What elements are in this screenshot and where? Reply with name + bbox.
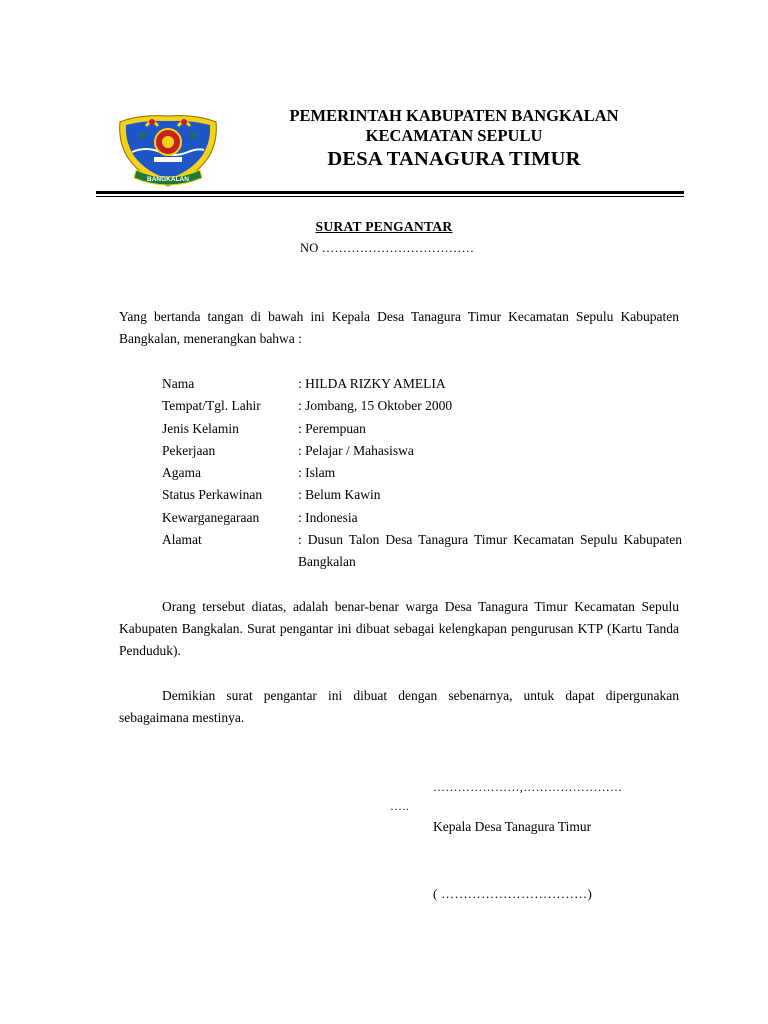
field-row: [162, 507, 682, 529]
field-row: [162, 418, 682, 440]
letter-number: NO ………………………………: [300, 241, 475, 255]
letterhead-district: KECAMATAN SEPULU: [365, 126, 543, 145]
field-label: Agama: [162, 465, 201, 481]
field-row: [162, 462, 682, 484]
field-value: : Dusun Talon Desa Tanagura Timur Kecamatan Sepulu Kabupaten Bangkalan: [298, 532, 682, 570]
signatory-title: Kepala Desa Tanagura Timur: [433, 819, 592, 834]
field-value: : Pelajar / Mahasiswa: [298, 442, 414, 458]
letterhead-government: PEMERINTAH KABUPATEN BANGKALAN: [289, 106, 619, 125]
field-value: : HILDA RIZKY AMELIA: [298, 376, 446, 391]
field-row: [162, 373, 682, 395]
statement-paragraph: Orang tersebut diatas, adalah benar-benar warga Desa Tanagura Timur Kecamatan Sepulu Kabupaten Bangkalan. Surat pengantar ini dibuat sebagai kelengkapan pengurusan KTP (Kartu Tanda Penduduk).: [119, 599, 679, 658]
closing-paragraph: Demikian surat pengantar ini dibuat dengan sebenarnya, untuk dapat dipergunakan sebagaimana mestinya.: [119, 688, 679, 725]
signature-date-line: …………………,……………………: [433, 780, 623, 794]
signature-date-continuation: …..: [390, 799, 410, 813]
field-row: [162, 529, 682, 574]
logo-banner-text: BANGKALAN: [147, 176, 189, 183]
field-label: Tempat/Tgl. Lahir: [162, 398, 261, 414]
field-label: Kewarganegaraan: [162, 509, 260, 525]
field-label: Status Perkawinan: [162, 487, 263, 503]
field-value: : Islam: [298, 465, 336, 481]
letter-title: SURAT PENGANTAR: [315, 219, 453, 234]
signatory-name-line: ( ……………………………): [433, 886, 593, 901]
field-row: [162, 395, 682, 417]
field-value: : Belum Kawin: [298, 487, 381, 503]
field-label: Jenis Kelamin: [162, 420, 239, 436]
intro-paragraph: Yang bertanda tangan di bawah ini Kepala Desa Tanagura Timur Kecamatan Sepulu Kabupaten Bangkalan, menerangkan bahwa :: [119, 309, 679, 346]
identity-fields: [162, 373, 682, 574]
bangkalan-emblem-icon: [116, 112, 220, 188]
letterhead-divider-thin: [96, 196, 684, 197]
letterhead: [226, 106, 682, 172]
letterhead-divider-thick: [96, 191, 684, 194]
field-row: [162, 484, 682, 506]
field-row: [162, 440, 682, 462]
field-value: : Indonesia: [298, 509, 358, 525]
field-label: Alamat: [162, 532, 202, 548]
field-value: : Jombang, 15 Oktober 2000: [298, 398, 453, 414]
field-label: Nama: [162, 376, 195, 391]
field-value: : Perempuan: [298, 420, 366, 436]
letterhead-village: DESA TANAGURA TIMUR: [327, 148, 581, 170]
field-label: Pekerjaan: [162, 442, 216, 458]
